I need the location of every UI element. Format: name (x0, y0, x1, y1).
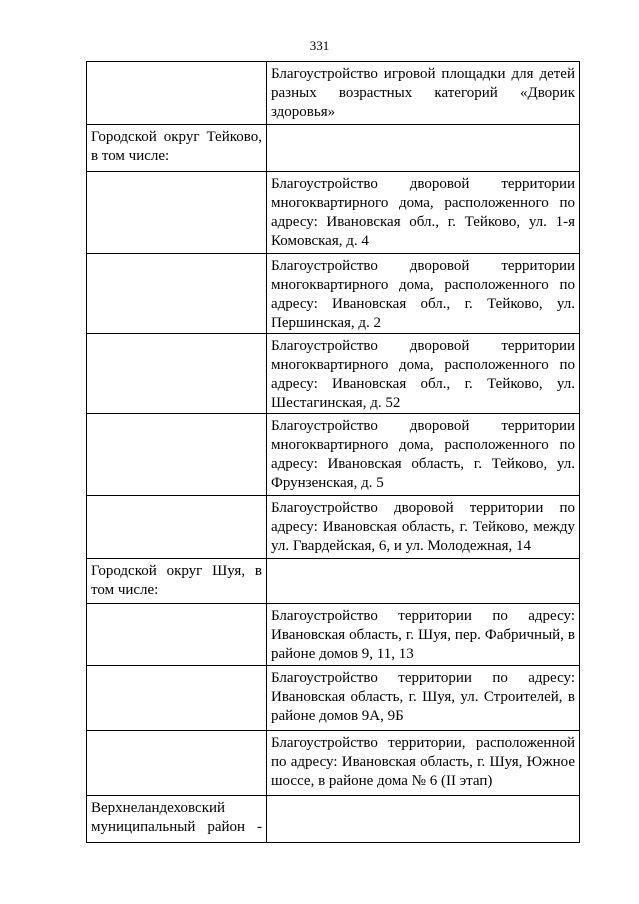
table-cell-right: Благоустройство дворовой территории многоквартирного дома, расположенного по адресу: Ивановская обл., г. Тейково, ул. 1-я Комовская, д. 4 (267, 172, 580, 254)
table-cell-right: Благоустройство дворовой территории многоквартирного дома, расположенного по адресу: Ивановская обл., г. Тейково, ул. Шестагинская, д. 52 (267, 334, 580, 414)
table-row (87, 559, 580, 604)
table-cell-left (87, 334, 267, 414)
table-cell-right (267, 559, 580, 604)
table-cell-right: Благоустройство территории по адресу: Ивановская область, г. Шуя, пер. Фабричный, в районе домов 9, 11, 13 (267, 604, 580, 666)
table-cell-left: Городской округ Тейково, в том числе: (87, 125, 267, 172)
table-row (87, 796, 580, 843)
table-row (87, 172, 580, 254)
table-row (87, 731, 580, 796)
table-row (87, 125, 580, 172)
table-cell-right: Благоустройство дворовой территории многоквартирного дома, расположенного по адресу: Ивановская область, г. Тейково, ул. Фрунзенская, д. 5 (267, 414, 580, 496)
table-cell-right: Благоустройство территории, расположенной по адресу: Ивановская область, г. Шуя, Южное шоссе, в районе дома № 6 (II этап) (267, 731, 580, 796)
page-number: 331 (309, 38, 330, 53)
table-cell-left (87, 604, 267, 666)
table-cell-right (267, 796, 580, 843)
table-cell-right: Благоустройство территории по адресу: Ивановская область, г. Шуя, ул. Строителей, в районе домов 9А, 9Б (267, 666, 580, 731)
table-row (87, 496, 580, 559)
table-cell-right (267, 125, 580, 172)
table-cell-left (87, 496, 267, 559)
table-cell-left (87, 62, 267, 125)
table-row (87, 414, 580, 496)
table-row (87, 604, 580, 666)
table-row (87, 254, 580, 334)
table-row (87, 334, 580, 414)
table-row (87, 666, 580, 731)
table-cell-right: Благоустройство дворовой территории многоквартирного дома, расположенного по адресу: Ивановская обл., г. Тейково, ул. Першинская, д. 2 (267, 254, 580, 334)
table-cell-left (87, 254, 267, 334)
table-cell-left: Верхнеландеховский муниципальный район - (87, 796, 267, 843)
table-cell-left: Городской округ Шуя, в том числе: (87, 559, 267, 604)
table-cell-right: Благоустройство игровой площадки для детей разных возрастных категорий «Дворик здоровья» (267, 62, 580, 125)
table-cell-right: Благоустройство дворовой территории по адресу: Ивановская область, г. Тейково, между ул. Гвардейская, 6, и ул. Молодежная, 14 (267, 496, 580, 559)
document-table (86, 61, 580, 843)
table-cell-left (87, 414, 267, 496)
table-cell-left (87, 172, 267, 254)
table-row (87, 62, 580, 125)
table-cell-left (87, 666, 267, 731)
table-cell-left (87, 731, 267, 796)
